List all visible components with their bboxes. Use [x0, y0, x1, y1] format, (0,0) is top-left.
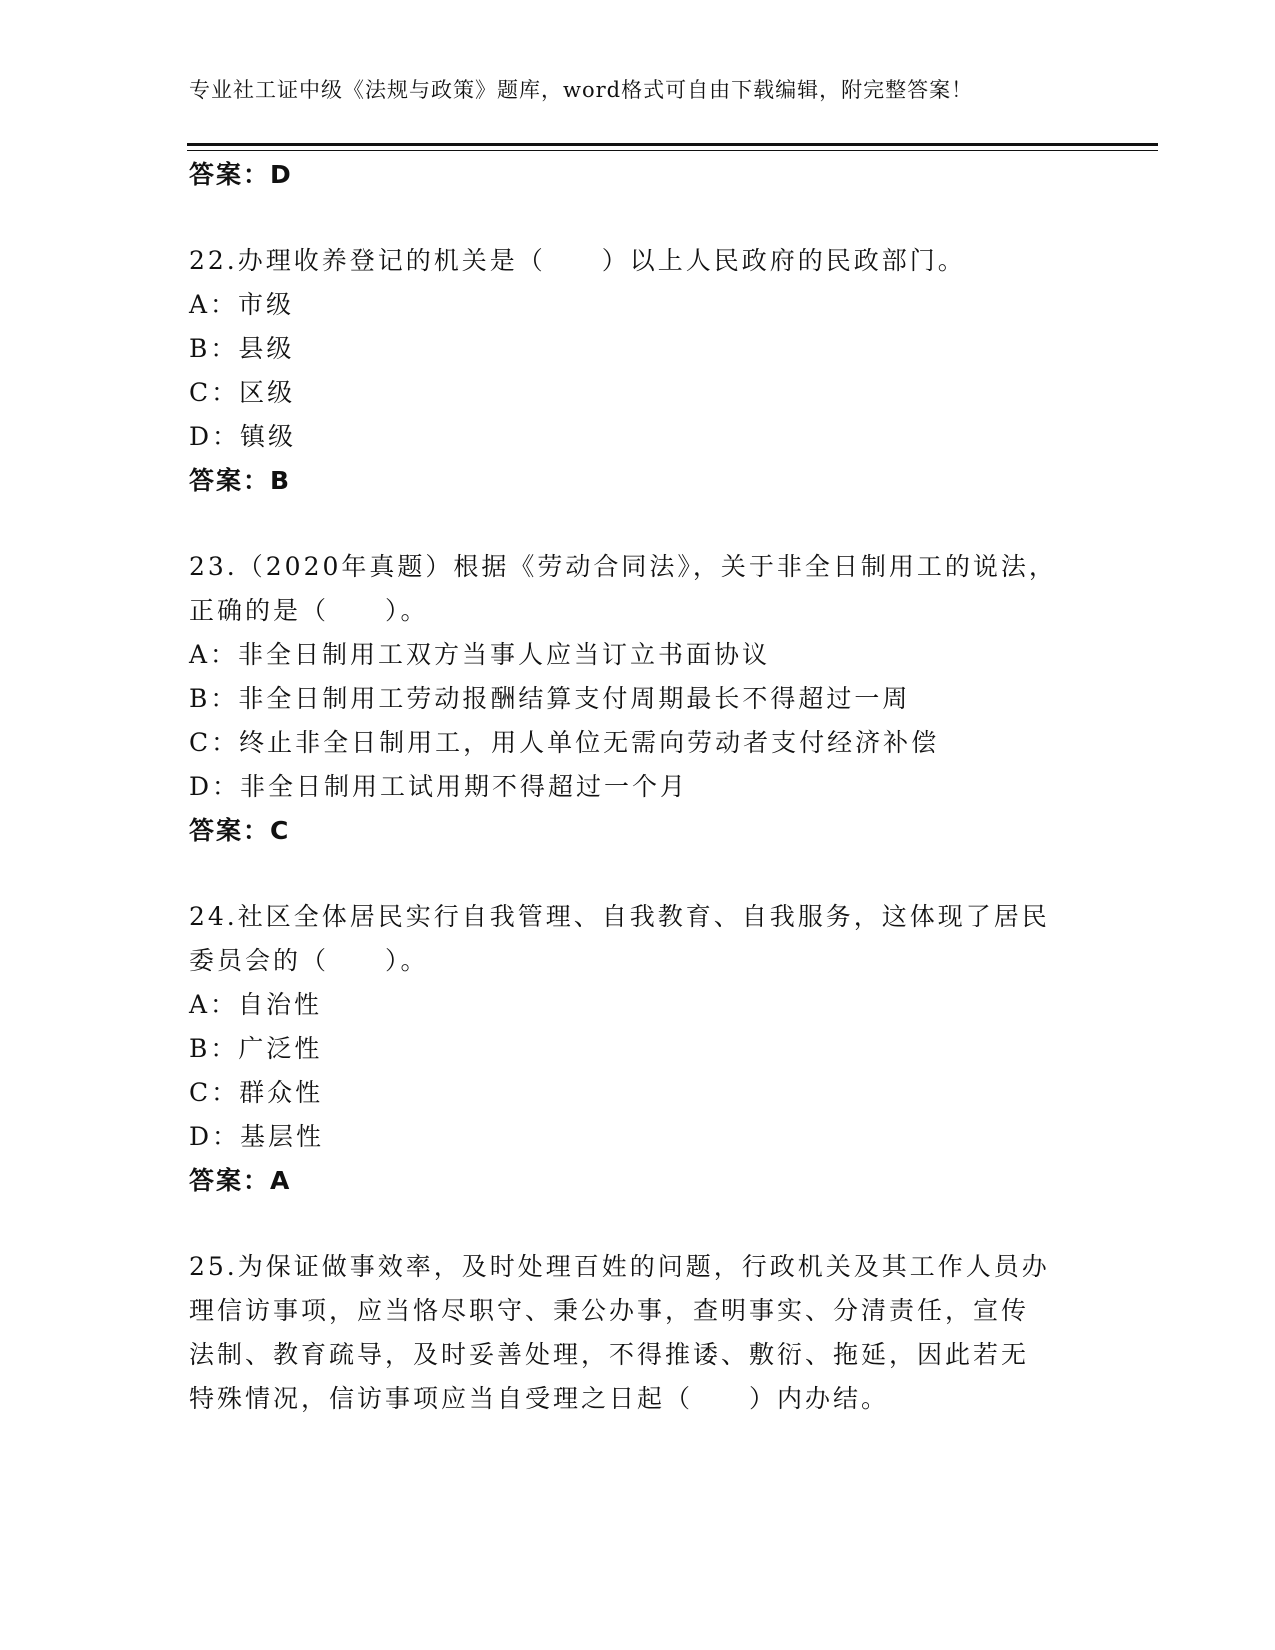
question-23-option-a: A：非全日制用工双方当事人应当订立书面协议: [189, 640, 771, 669]
question-22-option-b: B：县级: [189, 334, 295, 363]
header-rule-thin: [187, 150, 1158, 151]
question-24-option-c: C：群众性: [189, 1078, 324, 1107]
header-rule-thick: [187, 143, 1158, 146]
answer-21: 答案：D: [189, 160, 293, 189]
question-22-option-a: A：市级: [189, 290, 295, 319]
question-22-stem: 22.办理收养登记的机关是（ ）以上人民政府的民政部门。: [189, 246, 966, 275]
question-23-option-b: B：非全日制用工劳动报酬结算支付周期最长不得超过一周: [189, 684, 911, 713]
question-23-stem-line-2: 正确的是（ ）。: [189, 596, 429, 625]
answer-24: 答案：A: [189, 1166, 292, 1195]
question-23-option-d: D：非全日制用工试用期不得超过一个月: [189, 772, 689, 801]
question-25-stem-line-3: 法制、教育疏导，及时妥善处理，不得推诿、敷衍、拖延，因此若无: [189, 1340, 1030, 1369]
question-24-stem-line-1: 24.社区全体居民实行自我管理、自我教育、自我服务，这体现了居民: [189, 902, 1050, 931]
answer-22: 答案：B: [189, 466, 292, 495]
question-25-stem-line-2: 理信访事项，应当恪尽职守、秉公办事，查明事实、分清责任，宣传: [189, 1296, 1030, 1325]
question-25-stem-line-4: 特殊情况，信访事项应当自受理之日起（ ）内办结。: [189, 1384, 890, 1413]
page-header: 专业社工证中级《法规与政策》题库，word格式可自由下载编辑，附完整答案！: [189, 78, 974, 102]
question-24-option-b: B：广泛性: [189, 1034, 323, 1063]
question-22-option-c: C：区级: [189, 378, 296, 407]
question-22-option-d: D：镇级: [189, 422, 297, 451]
question-23-option-c: C：终止非全日制用工，用人单位无需向劳动者支付经济补偿: [189, 728, 940, 757]
question-23-stem-line-1: 23.（2020年真题）根据《劳动合同法》，关于非全日制用工的说法，: [189, 552, 1057, 581]
question-24-stem-line-2: 委员会的（ ）。: [189, 946, 429, 975]
question-24-option-a: A：自治性: [189, 990, 323, 1019]
answer-23: 答案：C: [189, 816, 291, 845]
question-24-option-d: D：基层性: [189, 1122, 325, 1151]
question-25-stem-line-1: 25.为保证做事效率，及时处理百姓的问题，行政机关及其工作人员办: [189, 1252, 1050, 1281]
